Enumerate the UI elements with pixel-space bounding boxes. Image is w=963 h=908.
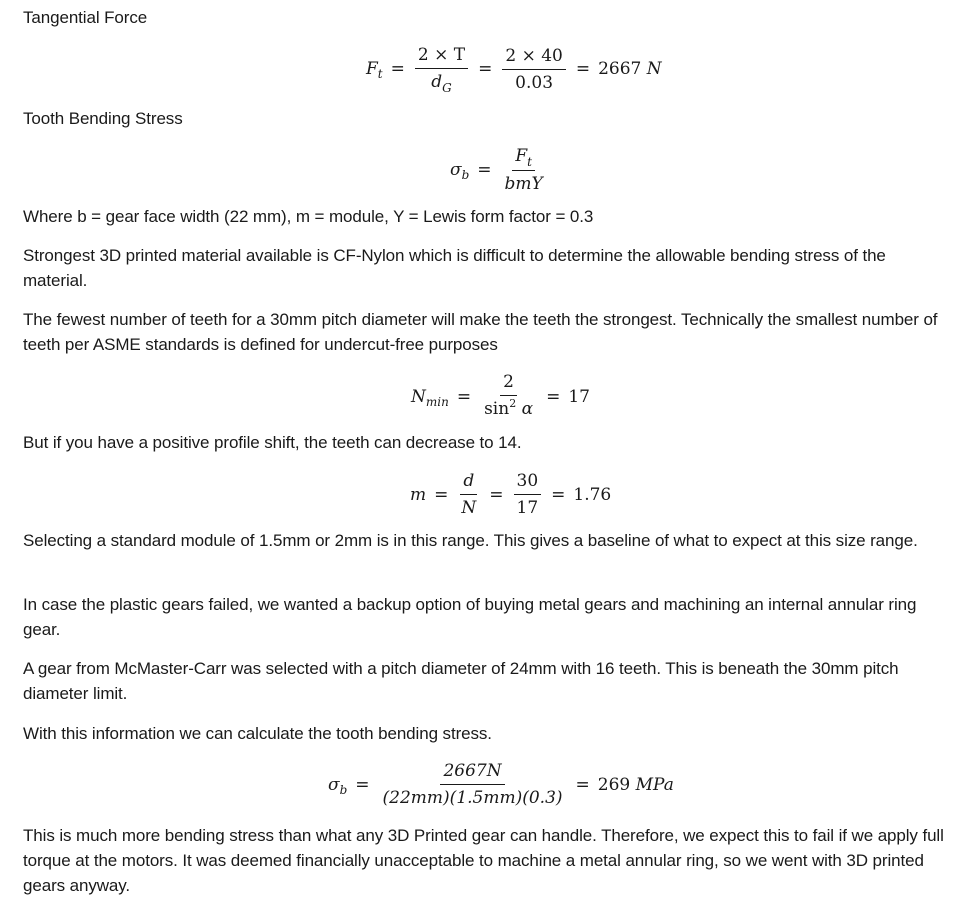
eq-m-lhs-var: m — [410, 484, 427, 505]
eq-nmin-equals-1: = — [456, 386, 472, 407]
eq-sigcalc-lhs-sub: b — [339, 782, 348, 797]
eq-nmin-den-fn: sin — [484, 399, 510, 419]
eq-ft-equals-2: = — [478, 59, 493, 79]
eq-ft-frac1-den-var: d — [431, 72, 443, 92]
eq-ft-lhs-var: F — [366, 59, 378, 79]
eq-ft-result: 2667 — [598, 59, 642, 79]
eq-m-frac2-denominator: 17 — [516, 498, 539, 518]
mcmaster-gear-paragraph: A gear from McMaster-Carr was selected with a pitch diameter of 24mm with 16 teeth. This is beneath the 30mm pitch diameter limit. — [23, 659, 899, 703]
eq-nmin-result: 17 — [568, 386, 590, 407]
eq-ft-frac1-denominator — [428, 69, 454, 94]
eq-ft-frac2-numerator: 2 × 40 — [502, 45, 566, 70]
tangential-force-equation — [366, 44, 662, 94]
eq-m-fraction-2 — [514, 470, 542, 519]
eq-sigma-lhs-sub: b — [461, 168, 470, 182]
min-teeth-equation — [411, 371, 590, 422]
eq-m-frac2-numerator: 30 — [514, 470, 542, 495]
profile-shift-paragraph: But if you have a positive profile shift, the teeth can decrease to 14. — [23, 433, 522, 452]
eq-sigcalc-numerator: 2667N — [440, 760, 504, 785]
eq-sigma-denominator: bmY — [504, 174, 543, 194]
eq-ft-frac1-den-sub: G — [442, 81, 452, 95]
eq-sigma-num-sub: t — [527, 155, 532, 169]
eq-sigcalc-lhs-var: σ — [328, 774, 340, 795]
variable-definitions-paragraph: Where b = gear face width (22 mm), m = module, Y = Lewis form factor = 0.3 — [23, 207, 594, 226]
eq-sigcalc-denominator: (22mm)(1.5mm)(0.3) — [382, 788, 563, 808]
eq-m-fraction-1 — [458, 470, 479, 519]
module-equation — [410, 470, 611, 519]
eq-m-equals-1: = — [434, 484, 449, 505]
calculation-intro-paragraph: With this information we can calculate the tooth bending stress. — [23, 724, 492, 743]
eq-sigma-equals: = — [477, 160, 492, 180]
eq-ft-equals-1: = — [390, 59, 405, 79]
eq-sigcalc-unit: MPa — [635, 774, 674, 795]
eq-m-frac1-numerator: d — [460, 470, 477, 495]
eq-sigma-numerator — [512, 145, 535, 171]
eq-m-equals-3: = — [551, 484, 566, 505]
tangential-force-heading: Tangential Force — [23, 8, 148, 27]
eq-sigcalc-result: 269 — [597, 774, 631, 795]
eq-nmin-den-exp: 2 — [509, 397, 517, 410]
eq-sigma-num-var: F — [515, 146, 528, 166]
eq-ft-fraction-1 — [415, 44, 468, 94]
eq-nmin-den-var: α — [521, 399, 534, 419]
eq-sigma-fraction — [502, 145, 546, 195]
bending-stress-formula — [450, 145, 548, 195]
eq-ft-fraction-2 — [502, 45, 566, 94]
bending-stress-calculation — [328, 760, 674, 809]
eq-nmin-lhs-var: N — [411, 386, 426, 407]
material-paragraph: Strongest 3D printed material available is CF-Nylon which is difficult to determine the allowable bending stress of the material. — [23, 246, 886, 290]
backup-option-paragraph: In case the plastic gears failed, we wanted a backup option of buying metal gears and machining an internal annular ring gear. — [23, 595, 917, 639]
eq-m-frac1-denominator: N — [461, 498, 477, 518]
eq-nmin-lhs-sub: min — [425, 394, 449, 409]
eq-sigma-lhs-var: σ — [450, 160, 462, 180]
eq-m-result: 1.76 — [573, 484, 612, 505]
eq-ft-frac1-numerator: 2 × T — [415, 44, 468, 69]
eq-sigcalc-equals-1: = — [355, 774, 370, 795]
module-selection-paragraph: Selecting a standard module of 1.5mm or 2mm is in this range. This gives a baseline of what to expect at this size range. — [23, 531, 918, 550]
eq-ft-lhs-sub: t — [377, 67, 383, 81]
tooth-bending-stress-heading: Tooth Bending Stress — [23, 109, 183, 128]
eq-nmin-equals-2: = — [546, 386, 561, 407]
eq-ft-unit: N — [646, 59, 662, 79]
eq-nmin-fraction — [481, 371, 536, 422]
eq-ft-frac2-denominator: 0.03 — [515, 72, 554, 93]
eq-nmin-numerator: 2 — [500, 371, 517, 396]
eq-m-equals-2: = — [489, 484, 504, 505]
fewest-teeth-paragraph: The fewest number of teeth for a 30mm pitch diameter will make the teeth the strongest. Technically the smallest number of teeth per ASME standards is defined for undercut-free purposes — [23, 310, 938, 354]
eq-nmin-denominator — [481, 396, 536, 422]
conclusion-paragraph: This is much more bending stress than what any 3D Printed gear can handle. Therefore, we expect this to fail if we apply full torque at the motors. It was deemed financially unacceptable to machine a metal annular ring, so we went with 3D printed gears anyway. — [23, 826, 944, 895]
eq-sigcalc-equals-2: = — [575, 774, 590, 795]
eq-sigcalc-fraction — [380, 760, 566, 809]
eq-ft-equals-3: = — [575, 59, 591, 79]
